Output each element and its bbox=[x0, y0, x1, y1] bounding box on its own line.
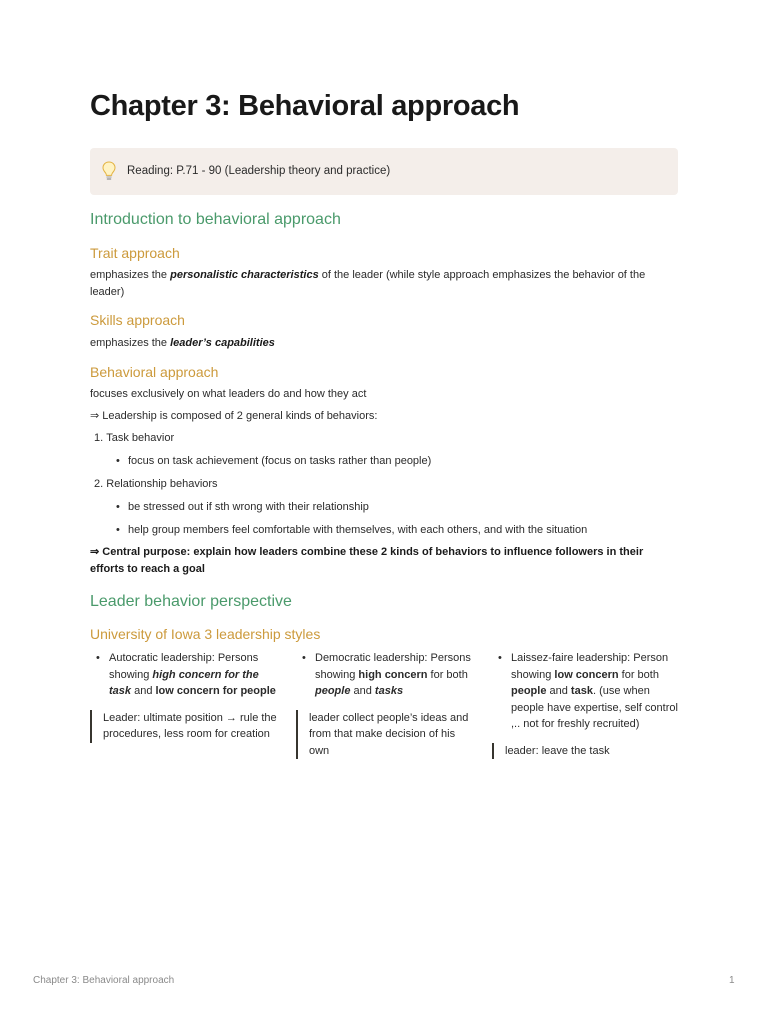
page-title: Chapter 3: Behavioral approach bbox=[90, 90, 520, 122]
laissez-faire-item: • Laissez-faire leadership: Person showing low concern for both people and task. (use when people have expertise, self control ,.. not for freshly recruited) bbox=[492, 650, 684, 733]
list-item: • focus on task achievement (focus on tasks rather than people) bbox=[128, 455, 431, 467]
behavioral-line-2: ⇒ Leadership is composed of 2 general kinds of behaviors: bbox=[90, 410, 378, 422]
autocratic-quote: Leader: ultimate position → rule the procedures, less room for creation bbox=[90, 710, 280, 743]
heading-introduction: Introduction to behavioral approach bbox=[90, 211, 341, 228]
autocratic-item: • Autocratic leadership: Persons showing high concern for the task and low concern for people bbox=[90, 650, 280, 700]
heading-skills-approach: Skills approach bbox=[90, 312, 185, 328]
trait-paragraph: emphasizes the personalistic characteristics of the leader (while style approach emphasizes the behavior of the leader) bbox=[90, 269, 646, 298]
heading-trait-approach: Trait approach bbox=[90, 245, 180, 261]
central-purpose: ⇒ Central purpose: explain how leaders combine these 2 kinds of behaviors to influence followers in their efforts to reach a goal bbox=[90, 546, 644, 575]
callout-text: Reading: P.71 - 90 (Leadership theory and practice) bbox=[127, 165, 391, 177]
reading-callout bbox=[90, 148, 678, 195]
lightbulb-icon bbox=[102, 161, 116, 181]
heading-iowa-styles: University of Iowa 3 leadership styles bbox=[90, 626, 321, 642]
autocratic-column bbox=[90, 650, 280, 743]
heading-behavioral-approach: Behavioral approach bbox=[90, 364, 219, 380]
page-number: 1 bbox=[729, 975, 735, 986]
skills-paragraph: emphasizes the leader’s capabilities bbox=[90, 337, 275, 349]
behavioral-line-1: focuses exclusively on what leaders do and how they act bbox=[90, 388, 367, 400]
laissez-faire-quote: leader: leave the task bbox=[492, 743, 684, 760]
democratic-item: • Democratic leadership: Persons showing high concern for both people and tasks bbox=[296, 650, 474, 700]
footer-title: Chapter 3: Behavioral approach bbox=[33, 975, 175, 986]
democratic-quote: leader collect people’s ideas and from that make decision of his own bbox=[296, 710, 474, 760]
democratic-column bbox=[296, 650, 474, 759]
list-item: 1. Task behavior bbox=[94, 432, 175, 444]
list-item: • help group members feel comfortable with themselves, with each others, and with the situation bbox=[128, 524, 587, 536]
list-item: • be stressed out if sth wrong with their relationship bbox=[128, 501, 369, 513]
heading-leader-behavior-perspective: Leader behavior perspective bbox=[90, 593, 292, 610]
laissez-faire-column bbox=[492, 650, 684, 759]
list-item: 2. Relationship behaviors bbox=[94, 478, 218, 490]
